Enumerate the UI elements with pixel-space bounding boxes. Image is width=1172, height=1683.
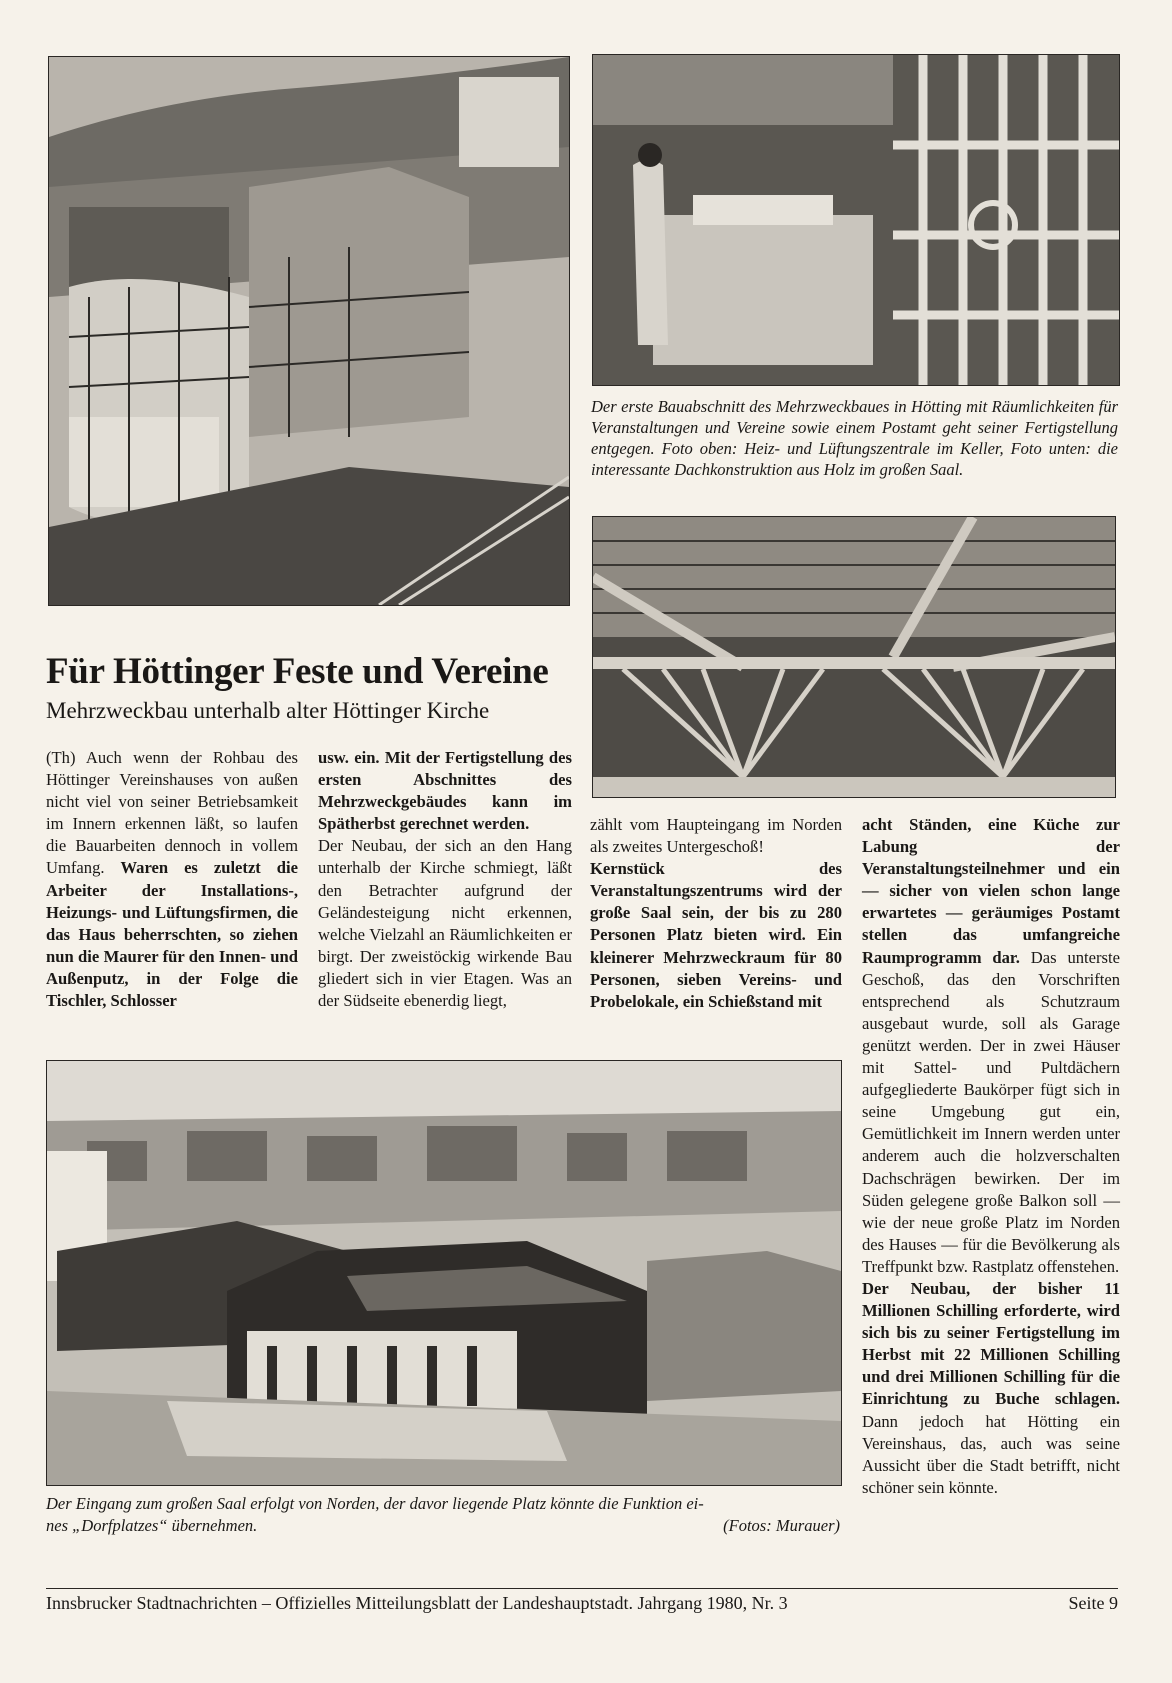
article-column-2 [318, 747, 572, 1012]
roof-construction-photo [592, 516, 1116, 798]
town-view-photo [46, 1060, 842, 1486]
column-4-bold-text: acht Ständen, eine Küche zur Labung der Veranstaltungsteilnehmer und ein — sicher von vielen schon lange erwartetes — geräumiges Postamt stellen das umfangreiche Raumprogramm dar. [862, 815, 1120, 967]
photo-credit: (Fotos: Murauer) [723, 1516, 840, 1535]
headline: Für Höttinger Feste und Vereine [46, 651, 549, 692]
right-top-caption: Der erste Bauabschnitt des Mehrzweckbaues in Hötting mit Räumlichkeiten für Veranstaltungen und Vereine sowie einem Postamt geht seiner Fertigstellung entgegen. Foto oben: Heiz- und Lüftungszentrale im Keller, Foto unten: die interessante Dachkonstruktion aus Holz im großen Saal. [591, 397, 1118, 479]
construction-site-photo [48, 56, 570, 606]
column-4-bold-text-2: Der Neubau, der bisher 11 Millionen Schilling erforderte, wird sich bis zu seiner Fertigstellung im Herbst mit 22 Millionen Schilling und drei Millionen Schilling für die Einrichtung zu Buche schlagen. [862, 1278, 1120, 1409]
bottom-caption-line-1: Der Eingang zum großen Saal erfolgt von Norden, der davor liegende Platz könnte die Funktion ei- [46, 1494, 704, 1513]
roof-construction-illustration [593, 517, 1115, 797]
column-3-bold-text: Kernstück des Veranstaltungszentrums wird der große Saal sein, der bis zu 280 Personen Platz bieten wird. Ein kleinerer Mehrzweckraum für 80 Personen, sieben Vereins- und Probelokale, ein Schießstand mit [590, 859, 842, 1011]
footer-publication: Innsbrucker Stadtnachrichten – Offizielles Mitteilungsblatt der Landeshauptstadt. Jahrgang 1980, Nr. 3 [46, 1593, 788, 1613]
column-2-text: Der Neubau, der sich an den Hang unterhalb der Kirche schmiegt, läßt den Betrachter aufgrund der Geländesteigung nicht erkennen, welche Vielzahl an Räumlichkeiten er birgt. Der zweistöckig wirkende Bau gliedert sich in vier Etagen. Was an der Südseite ebenerdig liegt, [318, 836, 572, 1011]
footer-divider [46, 1588, 1118, 1589]
town-view-illustration [47, 1061, 841, 1485]
column-2-bold-text: usw. ein. Mit der Fertigstellung des ersten Abschnittes des Mehrzweckgebäudes kann im Spätherbst gerechnet werden. [318, 748, 572, 834]
footer-page-number: Seite 9 [1068, 1593, 1118, 1613]
heating-room-illustration [593, 55, 1119, 385]
column-3-text: zählt vom Haupteingang im Norden als zweites Untergeschoß! [590, 815, 842, 857]
article-column-4 [862, 814, 1120, 1499]
bottom-caption-line-2: nes „Dorfplatzes“ übernehmen. [46, 1516, 258, 1535]
column-4-text-2: Dann jedoch hat Hötting ein Vereinshaus, das, auch was seine Aussicht über die Stadt betrifft, nicht schöner sein könnte. [862, 1411, 1120, 1497]
column-1-bold-text: Waren es zuletzt die Arbeiter der Installations-, Heizungs- und Lüftungsfirmen, die das Haus beherrschten, so ziehen nun die Maurer für den Innen- und Außenputz, in der Folge die Tischler, Schlosser [46, 858, 298, 1011]
article-column-1 [46, 747, 298, 1012]
column-4-text: Das unterste Geschoß, das den Vorschriften entsprechend als Schutzraum ausgebaut wurde, soll als Garage genützt werden. Der in zwei Häuser mit Sattel- und Pultdächern aufgegliederte Baukörper fügt sich in seine Umgebung gut ein, Gemütlichkeit im Innern werden unter anderem auch die holzverschalten Dachschrägen bewirken. Der im Süden gelegene große Balkon soll — wie der neue große Platz im Norden des Hauses — für die Bevölkerung als Treffpunkt bzw. Rastplatz offenstehen. [862, 947, 1120, 1276]
heating-room-photo [592, 54, 1120, 386]
subheadline: Mehrzweckbau unterhalb alter Höttinger Kirche [46, 698, 490, 723]
article-column-3 [590, 814, 842, 1013]
column-1-text: (Th) Auch wenn der Rohbau des Höttinger Vereinshauses von außen nicht viel von seiner Betriebsamkeit im Innern erkennen läßt, so laufen die Bauarbeiten dennoch in vollem Umfang. [46, 748, 298, 878]
construction-site-illustration [49, 57, 569, 605]
